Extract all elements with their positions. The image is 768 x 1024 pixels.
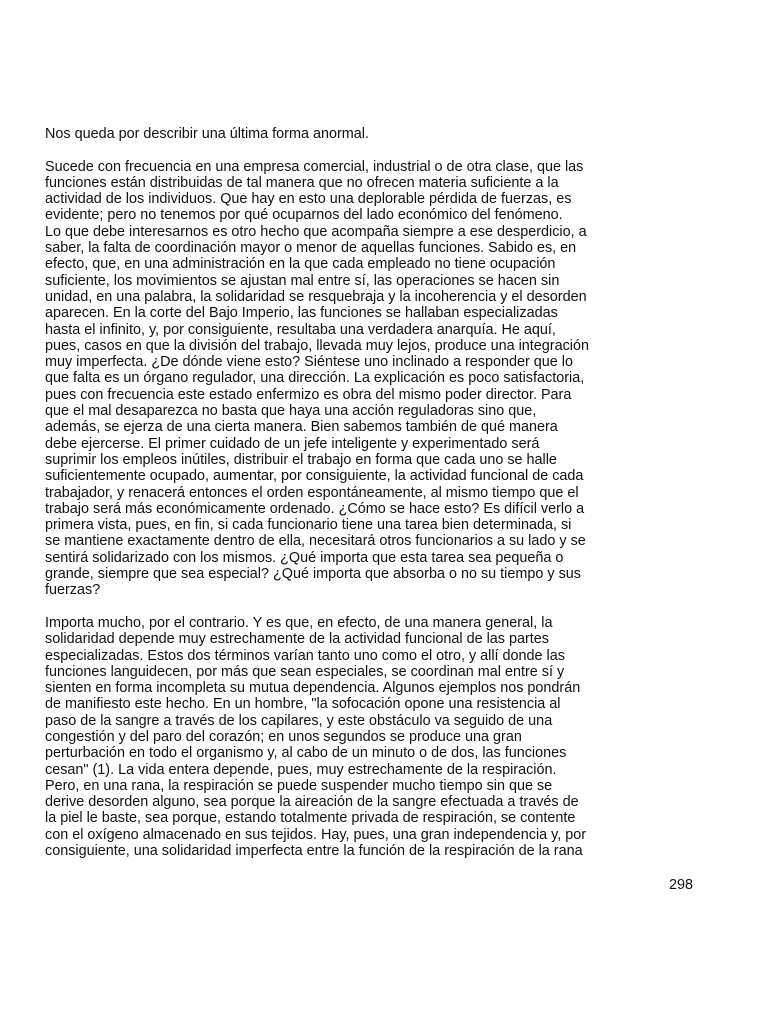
page-number: 298 [669,877,694,893]
paragraph: Nos queda por describir una última forma anormal. [45,126,369,142]
page-body [45,126,725,859]
paragraph: Importa mucho, por el contrario. Y es que, en efecto, de una manera general, la solidaridad depende muy estrechamente de la actividad funcional de las partes especializadas. Estos dos términos varían tanto uno como el otro, y allí donde las funciones languidecen, por más que sean especiales, se coordinan mal entre sí y sienten en forma incompleta su mutua dependencia. Algunos ejemplos nos pondrán de manifiesto este hecho. En un hombre, "la sofocación opone una resistencia al paso de la sangre a través de los capilares, y este obstáculo va seguido de una congestión y del paro del corazón; en unos segundos se produce una gran perturbación en todo el organismo y, al cabo de un minuto o de dos, las funciones cesan" (1). La vida entera depende, pues, muy estrechamente de la respiración. Pero, en una rana, la respiración se puede suspender mucho tiempo sin que se derive desorden alguno, sea porque la aireación de la sangre efectuada a través de la piel le baste, sea porque, estando totalmente privada de respiración, se contente con el oxígeno almacenado en sus tejidos. Hay, pues, una gran independencia y, por consiguiente, una solidaridad imperfecta entre la función de la respiración de la rana [45,614,587,860]
paragraph: Sucede con frecuencia en una empresa comercial, industrial o de otra clase, que las funciones están distribuidas de tal manera que no ofrecen materia suficiente a la actividad de los individuos. Que hay en esto una deplorable pérdida de fuerzas, es evidente; pero no tenemos por qué ocuparnos del lado económico del fenómeno. Lo que debe interesarnos es otro hecho que acompaña siempre a ese desperdicio, a saber, la falta de coordinación mayor o menor de aquellas funciones. Sabido es, en efecto, que, en una administración en la que cada empleado no tiene ocupación suficiente, los movimientos se ajustan mal entre sí, las operaciones se hacen sin unidad, en una palabra, la solidaridad se resquebraja y la incoherencia y el desorden aparecen. En la corte del Bajo Imperio, las funciones se hallaban especializadas hasta el infinito, y, por consiguiente, resultaba una verdadera anarquía. He aquí, pues, casos en que la división del trabajo, llevada muy lejos, produce una integración muy imperfecta. ¿De dónde viene esto? Siéntese uno inclinado a responder que lo que falta es un órgano regulador, una dirección. La explicación es poco satisfactoria, pues con frecuencia este estado enfermizo es obra del mismo poder director. Para que el mal desaparezca no basta que haya una acción reguladoras sino que, además, se ejerza de una cierta manera. Bien sabemos también de qué manera debe ejercerse. El primer cuidado de un jefe inteligente y experimentado será suprimir los empleos inútiles, distribuir el trabajo en forma que cada uno se halle suficientemente ocupado, aumentar, por consiguiente, la actividad funcional de cada trabajador, y renacerá entonces el orden espontáneamente, al mismo tiempo que el trabajo será más económicamente ordenado. ¿Cómo se hace esto? Es difícil verlo a primera vista, pues, en fin, si cada funcionario tiene una tarea bien determinada, si se mantiene exactamente dentro de ella, necesitará otros funcionarios a su lado y se sentirá solidarizado con los mismos. ¿Qué importa que esta tarea sea pequeña o grande, siempre que sea especial? ¿Qué importa que absorba o no su tiempo y sus fuerzas? [45,158,589,599]
